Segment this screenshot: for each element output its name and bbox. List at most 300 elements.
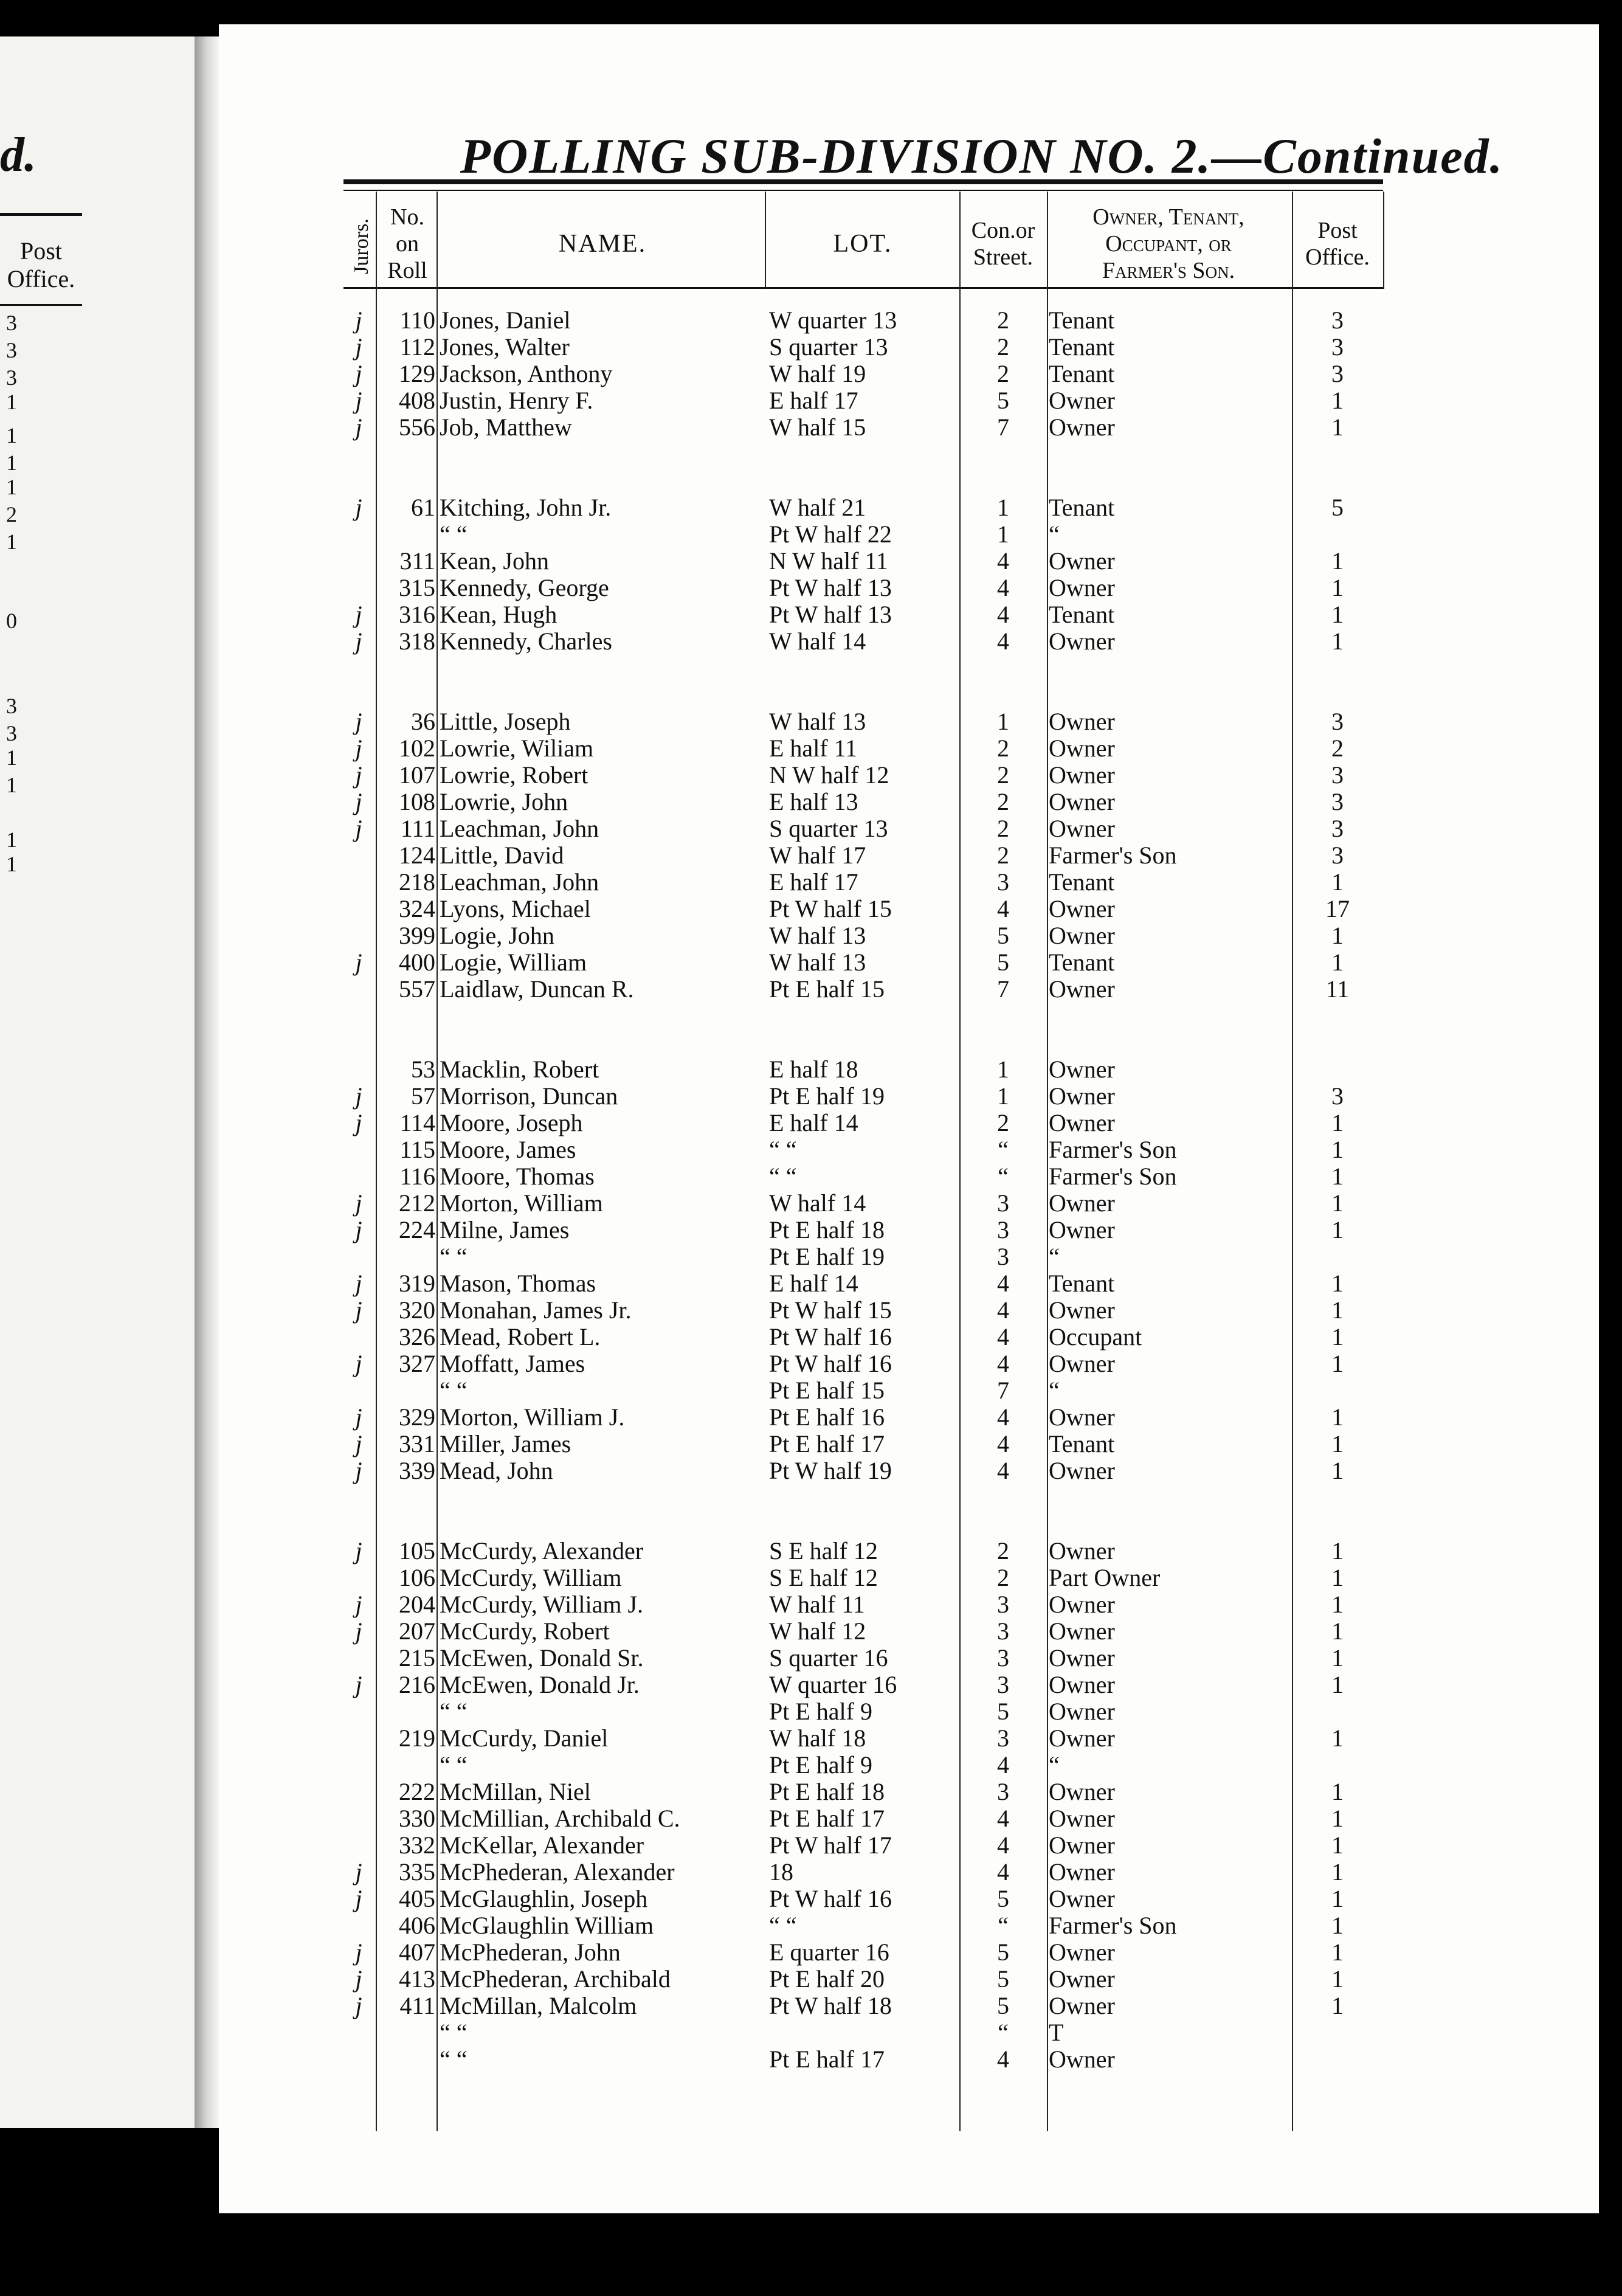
roll-number: 115 — [399, 1136, 435, 1163]
roll-number: 124 — [399, 842, 435, 869]
voter-name: “ “ — [440, 520, 468, 548]
post-office: 1 — [1331, 922, 1344, 949]
owner-status: Owner — [1049, 1965, 1115, 1993]
juror-mark: j — [355, 387, 362, 414]
concession: 3 — [997, 1591, 1009, 1618]
concession: “ — [998, 2019, 1009, 2046]
table-row — [219, 735, 1599, 762]
post-office: 3 — [1331, 788, 1344, 815]
post-office: 3 — [1331, 842, 1344, 869]
roll-number: 112 — [399, 333, 435, 361]
lot: “ “ — [769, 1136, 797, 1163]
roll-number: 114 — [399, 1109, 435, 1136]
post-office: 1 — [1331, 1109, 1344, 1136]
left-post-value: 1 — [6, 390, 17, 414]
table-row — [219, 1993, 1599, 2019]
concession: 4 — [997, 628, 1009, 655]
table-row — [219, 896, 1599, 922]
table-row — [219, 1243, 1599, 1270]
owner-status: Farmer's Son — [1049, 1136, 1177, 1163]
voter-name: McCurdy, Alexander — [440, 1537, 644, 1565]
owner-status: Owner — [1049, 547, 1115, 575]
post-office: 1 — [1331, 1457, 1344, 1484]
post-office: 3 — [1331, 815, 1344, 842]
post-office: 1 — [1331, 1136, 1344, 1163]
table-row — [219, 1725, 1599, 1752]
lot: Pt W half 15 — [769, 895, 892, 922]
concession: 4 — [997, 1831, 1009, 1859]
voter-name: McPhederan, John — [440, 1938, 621, 1966]
concession: 4 — [997, 1457, 1009, 1484]
voter-name: McCurdy, Daniel — [440, 1724, 609, 1752]
owner-status: Owner — [1049, 1831, 1115, 1859]
roll-number: 204 — [399, 1591, 435, 1618]
owner-status: Owner — [1049, 761, 1115, 789]
lot: S quarter 13 — [769, 815, 888, 842]
post-office: 3 — [1331, 1082, 1344, 1110]
table-row — [219, 922, 1599, 949]
table-row — [219, 387, 1599, 414]
lot: W half 21 — [769, 494, 866, 521]
owner-status: Owner — [1049, 2045, 1115, 2073]
left-page-heading: d. — [0, 128, 36, 182]
table-row — [219, 869, 1599, 896]
post-office: 1 — [1331, 1644, 1344, 1672]
post-office: 1 — [1331, 1805, 1344, 1832]
owner-status: Owner — [1049, 1724, 1115, 1752]
column-rule — [1383, 192, 1384, 289]
juror-mark: j — [355, 815, 362, 842]
owner-status: “ — [1049, 1377, 1060, 1404]
roll-number: 219 — [399, 1724, 435, 1752]
lot: W half 14 — [769, 1189, 866, 1217]
post-office: 1 — [1331, 1724, 1344, 1752]
voter-name: “ “ — [440, 1377, 468, 1404]
voter-name: “ “ — [440, 2019, 468, 2046]
voter-name: Job, Matthew — [440, 413, 572, 441]
juror-mark: j — [355, 1216, 362, 1243]
concession: 3 — [997, 868, 1009, 896]
table-row — [219, 1966, 1599, 1993]
post-office: 3 — [1331, 761, 1344, 789]
voter-name: Lowrie, John — [440, 788, 568, 815]
owner-status: Tenant — [1049, 333, 1115, 361]
concession: 2 — [997, 333, 1009, 361]
voter-name: Justin, Henry F. — [440, 387, 593, 414]
voter-name: Laidlaw, Duncan R. — [440, 975, 634, 1003]
lot: E half 18 — [769, 1056, 858, 1083]
owner-status: Owner — [1049, 1885, 1115, 1912]
title-rule — [343, 190, 1383, 191]
owner-status: Owner — [1049, 788, 1115, 815]
concession: 1 — [997, 520, 1009, 548]
owner-status: “ — [1049, 520, 1060, 548]
post-office: 1 — [1331, 1671, 1344, 1698]
post-office: 1 — [1331, 1831, 1344, 1859]
concession: 3 — [997, 1243, 1009, 1270]
post-office: 1 — [1331, 601, 1344, 628]
concession: 4 — [997, 1323, 1009, 1350]
concession: 4 — [997, 1403, 1009, 1431]
lot: S E half 12 — [769, 1537, 878, 1565]
lot: W half 19 — [769, 360, 866, 387]
concession: 5 — [997, 1965, 1009, 1993]
roll-number: 399 — [399, 922, 435, 949]
concession: 3 — [997, 1778, 1009, 1805]
header-jurors: Jurors. — [350, 218, 373, 274]
table-row — [219, 414, 1599, 441]
juror-mark: j — [355, 360, 362, 387]
table-row — [219, 1350, 1599, 1377]
owner-status: Owner — [1049, 1671, 1115, 1698]
post-office: 1 — [1331, 1885, 1344, 1912]
lot: Pt E half 19 — [769, 1243, 885, 1270]
concession: 7 — [997, 1377, 1009, 1404]
roll-number: 324 — [399, 895, 435, 922]
table-row — [219, 1056, 1599, 1083]
roll-number: 102 — [399, 735, 435, 762]
post-office: 1 — [1331, 1938, 1344, 1966]
table-row — [219, 1698, 1599, 1725]
concession: 2 — [997, 360, 1009, 387]
owner-status: Owner — [1049, 922, 1115, 949]
roll-number: 218 — [399, 868, 435, 896]
lot: Pt W half 13 — [769, 574, 892, 601]
voter-name: McCurdy, William — [440, 1564, 622, 1591]
juror-mark: j — [355, 1350, 362, 1377]
concession: 2 — [997, 842, 1009, 869]
voter-name: Miller, James — [440, 1430, 571, 1457]
table-row — [219, 1190, 1599, 1217]
juror-mark: j — [355, 1671, 362, 1698]
voter-name: Kennedy, Charles — [440, 628, 612, 655]
lot: W half 13 — [769, 922, 866, 949]
voter-name: McMillan, Niel — [440, 1778, 591, 1805]
roll-number: 408 — [399, 387, 435, 414]
voter-name: McCurdy, Robert — [440, 1617, 610, 1645]
post-office: 1 — [1331, 1350, 1344, 1377]
lot: W half 12 — [769, 1617, 866, 1645]
lot: W half 11 — [769, 1591, 865, 1618]
concession: 3 — [997, 1189, 1009, 1217]
table-row — [219, 1297, 1599, 1324]
concession: 4 — [997, 1296, 1009, 1324]
voter-name: Milne, James — [440, 1216, 570, 1243]
lot: Pt E half 17 — [769, 1805, 885, 1832]
lot: Pt W half 13 — [769, 601, 892, 628]
page-title: POLLING SUB-DIVISION NO. 2.—Continued. — [460, 128, 1504, 184]
concession: 4 — [997, 1805, 1009, 1832]
lot: W half 13 — [769, 949, 866, 976]
voter-name: Jackson, Anthony — [440, 360, 613, 387]
juror-mark: j — [355, 1992, 362, 2019]
lot: 18 — [769, 1858, 793, 1886]
left-post-value: 3 — [6, 311, 17, 335]
left-post-value: 1 — [6, 773, 17, 797]
left-post-value: 1 — [6, 852, 17, 876]
juror-mark: j — [355, 1885, 362, 1912]
voter-name: Kean, John — [440, 547, 549, 575]
voter-name: Logie, William — [440, 949, 587, 976]
roll-number: 407 — [399, 1938, 435, 1966]
left-post-value: 2 — [6, 502, 17, 527]
lot: S quarter 13 — [769, 333, 888, 361]
owner-status: Owner — [1049, 628, 1115, 655]
left-post-value: 3 — [6, 365, 17, 390]
owner-status: Farmer's Son — [1049, 1912, 1177, 1939]
roll-number: 318 — [399, 628, 435, 655]
header-con-or-street: Con.or Street. — [971, 218, 1035, 270]
owner-status: Tenant — [1049, 601, 1115, 628]
table-row — [219, 1939, 1599, 1966]
table-row — [219, 628, 1599, 655]
roll-number: 330 — [399, 1805, 435, 1832]
table-row — [219, 1270, 1599, 1297]
left-page — [0, 36, 195, 2128]
table-row — [219, 334, 1599, 361]
owner-status: Farmer's Son — [1049, 1163, 1177, 1190]
lot: “ “ — [769, 1912, 797, 1939]
lot: E quarter 16 — [769, 1938, 889, 1966]
table-row — [219, 1136, 1599, 1163]
left-post-value: 1 — [6, 451, 17, 475]
owner-status: Owner — [1049, 1403, 1115, 1431]
lot: E half 14 — [769, 1270, 858, 1297]
table-row — [219, 1591, 1599, 1618]
post-office: 1 — [1331, 387, 1344, 414]
lot: W quarter 13 — [769, 306, 897, 334]
lot: S E half 12 — [769, 1564, 878, 1591]
lot: Pt W half 17 — [769, 1831, 892, 1859]
lot: Pt E half 9 — [769, 1751, 872, 1779]
left-post-value: 1 — [6, 423, 17, 448]
concession: 5 — [997, 1885, 1009, 1912]
concession: 4 — [997, 1858, 1009, 1886]
owner-status: Tenant — [1049, 360, 1115, 387]
voter-name: McMillian, Archibald C. — [440, 1805, 680, 1832]
left-post-office-header: Post Office. — [7, 237, 75, 292]
owner-status: Owner — [1049, 1189, 1115, 1217]
juror-mark: j — [355, 333, 362, 361]
post-office: 1 — [1331, 547, 1344, 575]
voter-name: McEwen, Donald Sr. — [440, 1644, 644, 1672]
concession: 3 — [997, 1617, 1009, 1645]
voter-name: Jones, Daniel — [440, 306, 571, 334]
roll-number: 319 — [399, 1270, 435, 1297]
table-row — [219, 1377, 1599, 1404]
post-office: 1 — [1331, 1323, 1344, 1350]
voter-name: Kean, Hugh — [440, 601, 557, 628]
voter-name: Mason, Thomas — [440, 1270, 596, 1297]
lot: E half 17 — [769, 868, 858, 896]
table-row — [219, 601, 1599, 628]
header-rule — [343, 287, 1383, 289]
juror-mark: j — [355, 1938, 362, 1966]
owner-status: Owner — [1049, 1056, 1115, 1083]
voter-name: Kitching, John Jr. — [440, 494, 612, 521]
table-row — [219, 361, 1599, 387]
lot: Pt W half 16 — [769, 1323, 892, 1350]
header-owner-tenant: Owner, Tenant, Occupant, or Farmer's Son. — [1092, 204, 1244, 283]
voter-name: Leachman, John — [440, 815, 599, 842]
post-office: 1 — [1331, 1216, 1344, 1243]
roll-number: 207 — [399, 1617, 435, 1645]
post-office: 1 — [1331, 413, 1344, 441]
owner-status: Owner — [1049, 1698, 1115, 1725]
table-row — [219, 1886, 1599, 1912]
roll-number: 108 — [399, 788, 435, 815]
owner-status: Owner — [1049, 975, 1115, 1003]
table-row — [219, 1163, 1599, 1190]
juror-mark: j — [355, 413, 362, 441]
post-office: 3 — [1331, 306, 1344, 334]
post-office: 3 — [1331, 360, 1344, 387]
juror-mark: j — [355, 1457, 362, 1484]
concession: 4 — [997, 1430, 1009, 1457]
concession: 4 — [997, 1751, 1009, 1779]
post-office: 1 — [1331, 574, 1344, 601]
roll-number: 106 — [399, 1564, 435, 1591]
voter-name: Moore, Joseph — [440, 1109, 583, 1136]
lot: Pt W half 19 — [769, 1457, 892, 1484]
voter-name: “ “ — [440, 1751, 468, 1779]
concession: 5 — [997, 922, 1009, 949]
owner-status: Tenant — [1049, 306, 1115, 334]
post-office: 1 — [1331, 1858, 1344, 1886]
left-page-rule — [0, 213, 82, 216]
table-row — [219, 1912, 1599, 1939]
roll-number: 331 — [399, 1430, 435, 1457]
roll-number: 315 — [399, 574, 435, 601]
juror-mark: j — [355, 628, 362, 655]
concession: “ — [998, 1912, 1009, 1939]
post-office: 1 — [1331, 1537, 1344, 1565]
voter-name: McPhederan, Archibald — [440, 1965, 671, 1993]
lot: W half 17 — [769, 842, 866, 869]
owner-status: Owner — [1049, 413, 1115, 441]
concession: 1 — [997, 708, 1009, 735]
table-row — [219, 1217, 1599, 1243]
concession: 4 — [997, 1350, 1009, 1377]
concession: 2 — [997, 1109, 1009, 1136]
voter-name: Lowrie, Wiliam — [440, 735, 594, 762]
roll-number: 400 — [399, 949, 435, 976]
concession: 3 — [997, 1724, 1009, 1752]
roll-number: 326 — [399, 1323, 435, 1350]
table-row — [219, 1805, 1599, 1832]
voter-name: McKellar, Alexander — [440, 1831, 644, 1859]
header-name: NAME. — [558, 230, 647, 258]
lot: Pt W half 22 — [769, 520, 892, 548]
roll-number: 406 — [399, 1912, 435, 1939]
lot: Pt E half 17 — [769, 1430, 885, 1457]
concession: 2 — [997, 735, 1009, 762]
owner-status: Owner — [1049, 1644, 1115, 1672]
voter-name: Kennedy, George — [440, 574, 609, 601]
post-office: 1 — [1331, 1778, 1344, 1805]
concession: 2 — [997, 815, 1009, 842]
post-office: 17 — [1325, 895, 1350, 922]
concession: 2 — [997, 1537, 1009, 1565]
voter-name: McMillan, Malcolm — [440, 1992, 637, 2019]
voter-name: Jones, Walter — [440, 333, 570, 361]
roll-number: 111 — [400, 815, 435, 842]
left-post-value: 3 — [6, 338, 17, 362]
voter-name: Moore, Thomas — [440, 1163, 595, 1190]
lot: Pt W half 16 — [769, 1885, 892, 1912]
concession: 4 — [997, 601, 1009, 628]
concession: 4 — [997, 574, 1009, 601]
owner-status: Occupant — [1049, 1323, 1142, 1350]
roll-number: 110 — [399, 306, 435, 334]
table-row — [219, 789, 1599, 815]
page — [219, 24, 1599, 2213]
juror-mark: j — [355, 1965, 362, 1993]
table-row — [219, 548, 1599, 575]
table-row — [219, 494, 1599, 521]
table-row — [219, 1110, 1599, 1136]
post-office: 1 — [1331, 1163, 1344, 1190]
lot: Pt W half 18 — [769, 1992, 892, 2019]
roll-number: 316 — [399, 601, 435, 628]
table-row — [219, 1832, 1599, 1859]
concession: “ — [998, 1136, 1009, 1163]
lot: Pt E half 18 — [769, 1778, 885, 1805]
left-post-value: 1 — [6, 475, 17, 499]
juror-mark: j — [355, 1430, 362, 1457]
juror-mark: j — [355, 1082, 362, 1110]
juror-mark: j — [355, 1270, 362, 1297]
voter-name: “ “ — [440, 1698, 468, 1725]
juror-mark: j — [355, 1296, 362, 1324]
owner-status: Owner — [1049, 1858, 1115, 1886]
lot: N W half 11 — [769, 547, 888, 575]
voter-name: Lyons, Michael — [440, 895, 591, 922]
voter-name: Lowrie, Robert — [440, 761, 588, 789]
roll-number: 329 — [399, 1403, 435, 1431]
juror-mark: j — [355, 1403, 362, 1431]
roll-number: 335 — [399, 1858, 435, 1886]
roll-number: 557 — [399, 975, 435, 1003]
voter-name: Macklin, Robert — [440, 1056, 599, 1083]
juror-mark: j — [355, 949, 362, 976]
juror-mark: j — [355, 494, 362, 521]
roll-number: 116 — [399, 1163, 435, 1190]
juror-mark: j — [355, 306, 362, 334]
roll-number: 320 — [399, 1296, 435, 1324]
title-rule — [343, 179, 1383, 184]
voter-name: Mead, John — [440, 1457, 553, 1484]
owner-status: Owner — [1049, 735, 1115, 762]
table-row — [219, 708, 1599, 735]
concession: 5 — [997, 949, 1009, 976]
voter-name: McGlaughlin William — [440, 1912, 654, 1939]
owner-status: Owner — [1049, 895, 1115, 922]
concession: 5 — [997, 1938, 1009, 1966]
roll-number: 405 — [399, 1885, 435, 1912]
voter-name: McPhederan, Alexander — [440, 1858, 675, 1886]
owner-status: Owner — [1049, 1992, 1115, 2019]
concession: 5 — [997, 1992, 1009, 2019]
concession: 1 — [997, 494, 1009, 521]
roll-number: 215 — [399, 1644, 435, 1672]
voter-name: Little, Joseph — [440, 708, 571, 735]
roll-number: 413 — [399, 1965, 435, 1993]
roll-number: 129 — [399, 360, 435, 387]
lot: Pt E half 20 — [769, 1965, 885, 1993]
concession: “ — [998, 1163, 1009, 1190]
lot: Pt E half 15 — [769, 975, 885, 1003]
